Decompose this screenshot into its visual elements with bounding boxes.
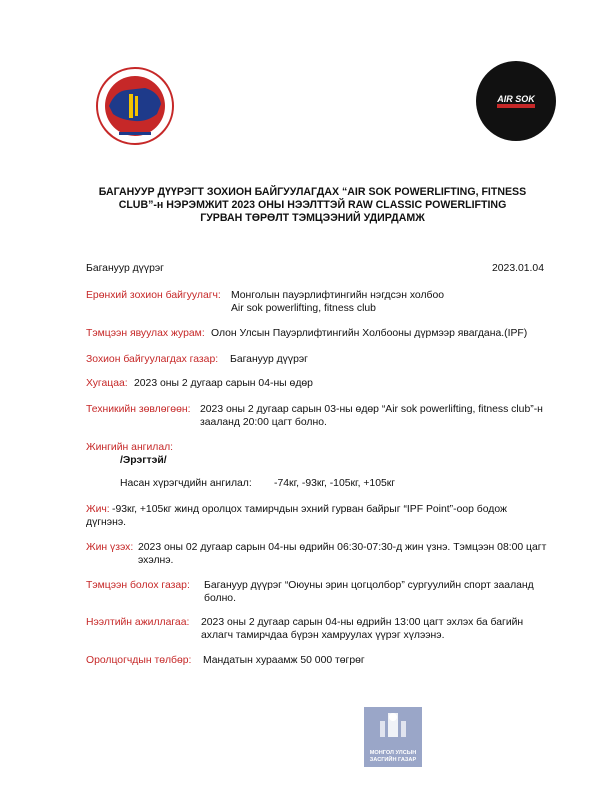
opening-value-2: ахлагч тамирчдаа бүрэн хамруулах үүрэг хүлээнэ. [201,630,445,641]
weigh-in-value-1: 2023 оны 02 дугаар сарын 04-ны өдрийн 06:30-07:30-д жин үзнэ. Тэмцээн 08:00 цагт [138,542,547,553]
weight-class-label: Жингийн ангилал: [86,442,174,453]
organizer-value-1: Монголын пауэрлифтингийн нэгдсэн холбоо [231,290,445,301]
note-value-2: дүгнэнэ. [86,517,127,528]
seal-text-1: МОНГОЛ УЛСЫН [369,750,417,756]
title-line-3: ГУРВАН ТӨРӨЛТ ТЭМЦЭЭНИЙ УДИРДАМЖ [200,212,425,224]
weight-class-values: -74кг, -93кг, -105кг, +105кг [274,478,396,489]
organizer-label: Ерөнхий зохион байгуулагч: [86,290,221,301]
document-title [70,186,555,225]
air-sok-logo-text: AIR SOK [497,94,535,104]
federation-logo-icon [95,66,175,146]
competition-venue-value-2: болно. [204,593,236,604]
technical-label: Техникийн зөвлөгөөн: [86,404,191,415]
organizer-value-2: Air sok powerlifting, fitness club [231,303,376,314]
date-text: 2023.01.04 [491,263,544,274]
place-text: Багануур дүүрэг [86,263,164,274]
seal-text-2: ЗАСГИЙН ГАЗАР [369,756,417,763]
competition-venue-label: Тэмцээн болох газар: [86,580,190,591]
title-line-2: CLUB”-н НЭРЭМЖИТ 2023 ОНЫ НЭЭЛТТЭЙ RAW CLASSIC POWERLIFTING [118,199,507,211]
government-seal-icon [364,707,422,767]
rules-label: Тэмцээн явуулах журам: [86,328,205,339]
note-value-1: -93кг, +105кг жинд оролцох тамирчдын эхний гурван байрыг “IPF Point”-оор бодож [112,504,507,515]
fee-value: Мандатын хураамж 50 000 төгрөг [203,655,365,666]
schedule-value: 2023 оны 2 дугаар сарын 04-ны өдөр [134,378,313,389]
title-line-1: БАГАНУУР ДҮҮРЭГТ ЗОХИОН БАЙГУУЛАГДАХ “AIR SOK POWERLIFTING, FITNESS [98,186,527,198]
age-class-label: Насан хүрэгчдийн ангилал: [120,478,252,489]
air-sok-logo-icon [475,60,557,142]
weigh-in-value-2: эхэлнэ. [138,555,174,566]
technical-value-2: зааланд 20:00 цагт болно. [200,417,327,428]
venue-label: Зохион байгуулагдах газар: [86,354,219,365]
note-label: Жич: [86,504,110,515]
schedule-label: Хугацаа: [86,378,128,389]
competition-venue-value-1: Багануур дүүрэг “Оюуны эрин цогцолбор” сургуулийн спорт зааланд [204,580,534,591]
opening-label: Нээлтийн ажиллагаа: [86,617,190,628]
fee-label: Оролцогчдын төлбөр: [86,655,192,666]
opening-value-1: 2023 оны 2 дугаар сарын 04-ны өдрийн 13:00 цагт эхлэх ба багийн [201,617,524,628]
weigh-in-label: Жин үзэх: [86,542,134,553]
venue-value: Багануур дүүрэг [230,354,308,365]
rules-value: Олон Улсын Пауэрлифтингийн Холбооны дүрмээр явагдана.(IPF) [211,328,528,339]
technical-value-1: 2023 оны 2 дугаар сарын 03-ны өдөр “Air sok powerlifting, fitness club”-н [200,404,543,415]
weight-class-gender: /Эрэгтэй/ [120,455,167,466]
